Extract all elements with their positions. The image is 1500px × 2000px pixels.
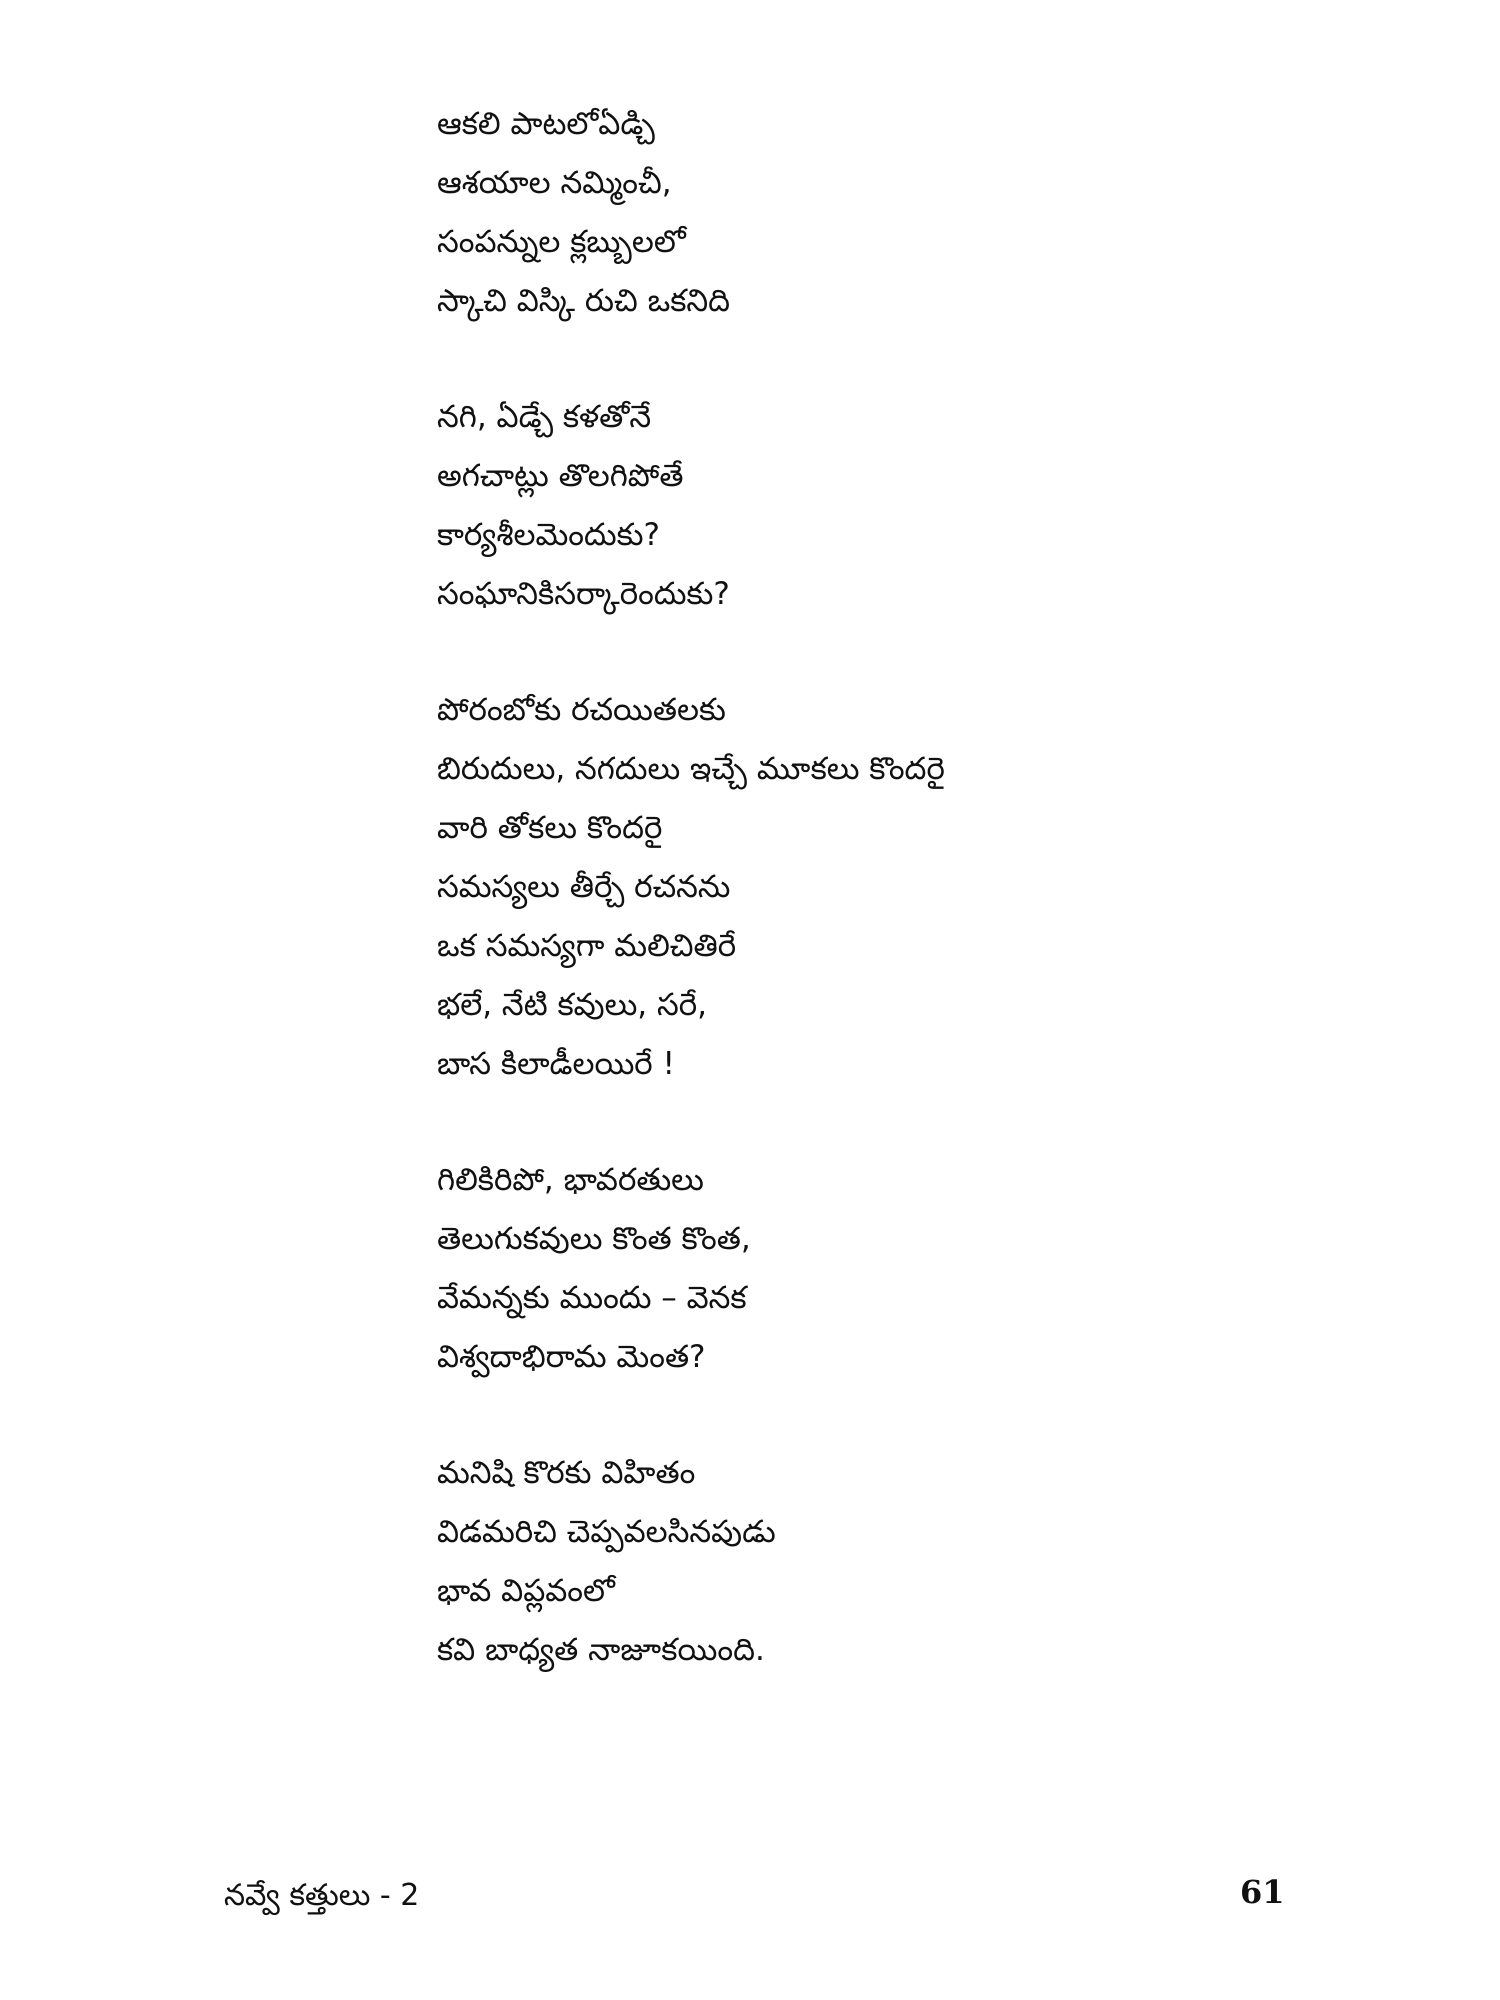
poem-line: అగచాట్లు తొలగిపోతే <box>437 458 684 494</box>
poem-line: తెలుగుకవులు కొంత కొంత, <box>437 1221 751 1257</box>
poem-line: మనిషి కొరకు విహితం <box>437 1455 696 1491</box>
poem-line: సంపన్నుల క్లబ్బులలో <box>437 224 686 260</box>
stanza-2 <box>437 388 1337 624</box>
poem-body <box>437 95 1337 1680</box>
poem-line: వేమన్నకు ముందు – వెనక <box>437 1280 747 1316</box>
poem-line: ఆకలి పాటలోఏడ్చి <box>437 106 655 142</box>
poem-line: పోరంబోకు రచయితలకు <box>437 692 726 728</box>
poem-line: స్కాచి విస్కి రుచి ఒకనిది <box>437 283 731 319</box>
stanza-1 <box>437 95 1337 331</box>
poem-line: సంఘానికిసర్కారెందుకు? <box>437 576 730 612</box>
stanza-5 <box>437 1444 1337 1680</box>
poem-line: బిరుదులు, నగదులు ఇచ్చే మూకలు కొందరై <box>437 751 945 787</box>
page-number: 61 <box>1240 1873 1285 1911</box>
poem-line: ఆశయాల నమ్మించీ, <box>437 165 672 201</box>
poem-line: భలే, నేటి కవులు, సరే, <box>437 987 708 1023</box>
poem-line: విశ్వదాభిరామ మెంత? <box>437 1339 706 1375</box>
poem-line: భావ విప్లవంలో <box>437 1573 615 1609</box>
poem-line: కవి బాధ్యత నాజూకయింది. <box>437 1632 765 1668</box>
poem-line: ఒక సమస్యగా మలిచితిరే <box>437 928 737 964</box>
poem-line: విడమరిచి చెప్పవలసినపుడు <box>437 1514 776 1550</box>
poem-line: నగి, ఏడ్చే కళతోనే <box>437 399 652 435</box>
stanza-4 <box>437 1151 1337 1387</box>
poem-line: కార్యశీలమెందుకు? <box>437 517 660 553</box>
poem-line: సమస్యలు తీర్చే రచనను <box>437 869 731 905</box>
footer-book-title: నవ్వే కత్తులు - 2 <box>224 1878 420 1913</box>
stanza-3 <box>437 681 1337 1094</box>
poem-line: వారి తోకలు కొందరై <box>437 810 663 846</box>
poem-line: బాస కిలాడీలయిరే ! <box>437 1046 675 1082</box>
poem-line: గిలికిరిపో, భావరతులు <box>437 1162 704 1198</box>
